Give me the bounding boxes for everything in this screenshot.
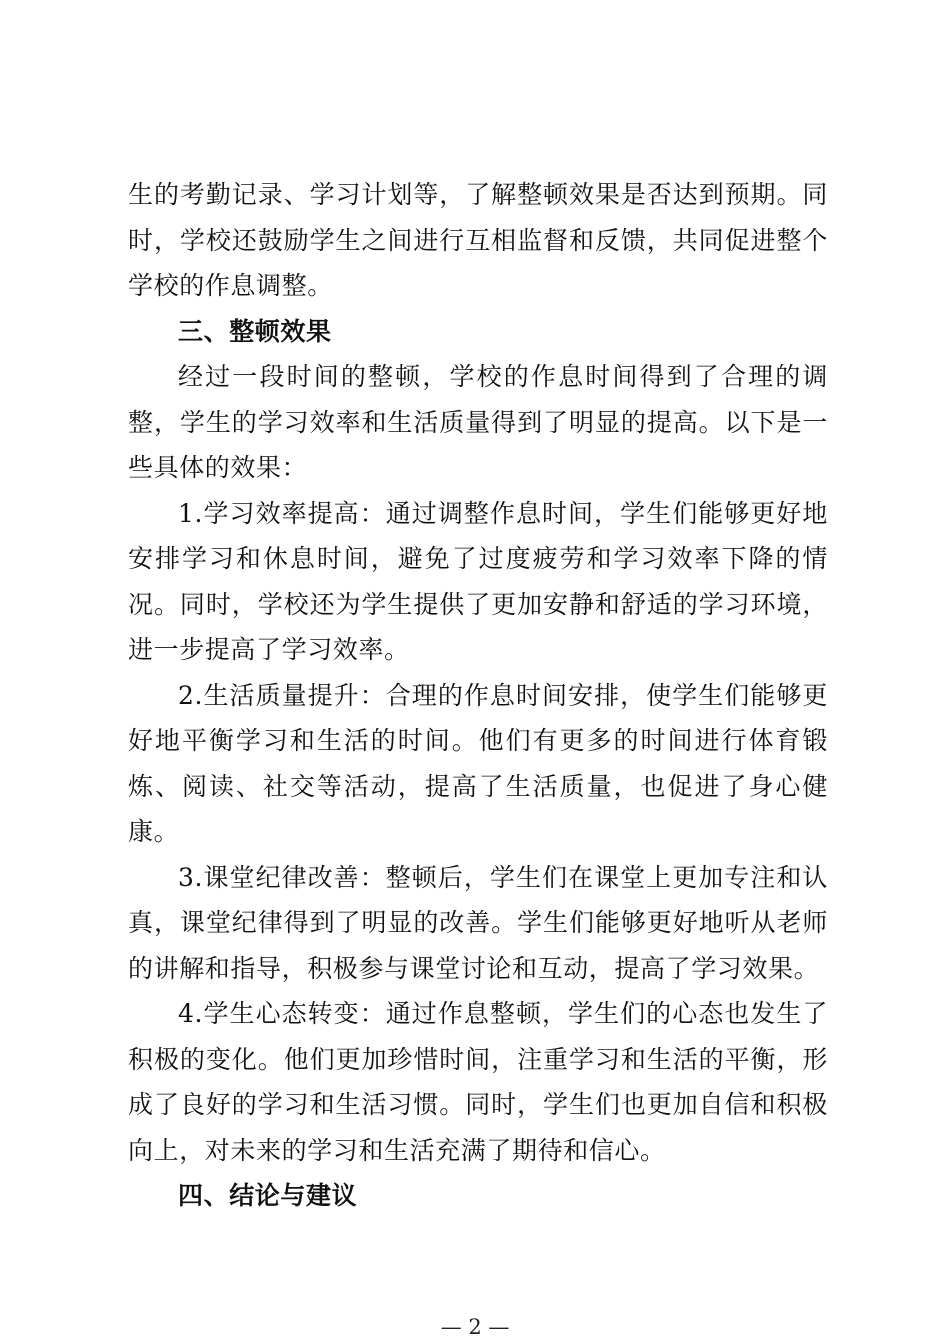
section-heading-effects: 三、整顿效果 [178, 316, 332, 346]
paragraph-effect-4: 4.学生心态转变：通过作息整顿，学生们的心态也发生了积极的变化。他们更加珍惜时间，注重学习和生活的平衡，形成了良好的学习和生活习惯。同时，学生们也更加自信和积极向上，对未来的学习和生活充满了期待和信心。 [128, 999, 828, 1165]
paragraph-continuation: 生的考勤记录、学习计划等，了解整顿效果是否达到预期。同时，学校还鼓励学生之间进行互相监督和反馈，共同促进整个学校的作息调整。 [128, 180, 828, 300]
page-number: — 2 — [440, 1315, 510, 1339]
paragraph-effect-2: 2.生活质量提升：合理的作息时间安排，使学生们能够更好地平衡学习和生活的时间。他们有更多的时间进行体育锻炼、阅读、社交等活动，提高了生活质量，也促进了身心健康。 [128, 680, 828, 846]
paragraph-effect-1: 1.学习效率提高：通过调整作息时间，学生们能够更好地安排学习和休息时间，避免了过度疲劳和学习效率下降的情况。同时，学校还为学生提供了更加安静和舒适的学习环境，进一步提高了学习效率。 [128, 498, 828, 664]
paragraph-effects-intro: 经过一段时间的整顿，学校的作息时间得到了合理的调整，学生的学习效率和生活质量得到了明显的提高。以下是一些具体的效果： [128, 362, 828, 482]
section-heading-conclusion: 四、结论与建议 [178, 1181, 358, 1210]
document-body [128, 172, 828, 1219]
paragraph-effect-3: 3.课堂纪律改善：整顿后，学生们在课堂上更加专注和认真，课堂纪律得到了明显的改善。学生们能够更好地听从老师的讲解和指导，积极参与课堂讨论和互动，提高了学习效果。 [128, 862, 828, 983]
